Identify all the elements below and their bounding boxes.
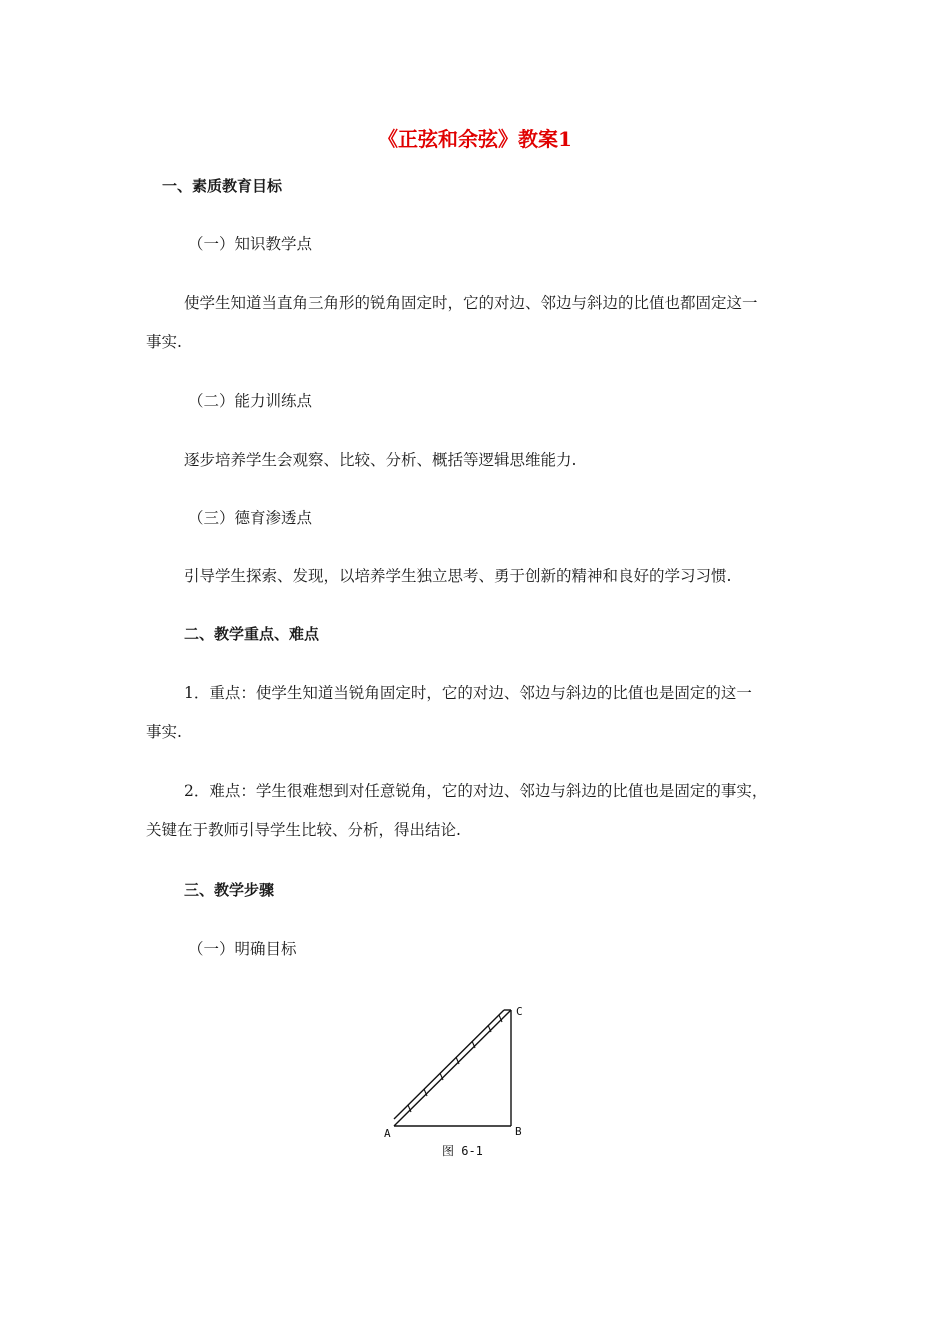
paragraph-knowledge-line2: 事实. — [146, 333, 182, 351]
section-heading-2: 二、教学重点、难点 — [184, 625, 320, 643]
section-heading-1: 一、素质教育目标 — [162, 177, 283, 195]
paragraph-keypoint-line1: 1．重点：使学生知道当锐角固定时，它的对边、邻边与斜边的比值也是固定的这一 — [184, 684, 752, 702]
subheading-goals: （一）明确目标 — [188, 940, 297, 958]
paragraph-moral: 引导学生探索、发现，以培养学生独立思考、勇于创新的精神和良好的学习习惯. — [184, 567, 732, 585]
document-title: 《正弦和余弦》教案1 — [378, 127, 572, 151]
paragraph-ability: 逐步培养学生会观察、比较、分析、概括等逻辑思维能力. — [184, 451, 577, 469]
triangle-shape — [394, 1010, 511, 1126]
paragraph-keypoint-line2: 事实. — [146, 723, 182, 741]
paragraph-difficulty-line2: 关键在于教师引导学生比较、分析，得出结论. — [146, 821, 461, 839]
subheading-ability: （二）能力训练点 — [188, 392, 313, 410]
vertex-label-c: C — [516, 1005, 523, 1018]
triangle-figure — [380, 1000, 540, 1165]
side-ac — [394, 1010, 511, 1126]
paragraph-text: 使学生知道当直角三角形的锐角固定时，它的对边、邻边与斜边的比值也都固定这一 — [184, 294, 758, 312]
vertex-label-b: B — [515, 1125, 522, 1138]
paragraph-difficulty-line1: 2．难点：学生很难想到对任意锐角，它的对边、邻边与斜边的比值也是固定的事实， — [184, 782, 768, 800]
ruler-edge — [394, 1010, 504, 1119]
figure-caption: 图 6-1 — [442, 1144, 483, 1158]
subheading-knowledge: （一）知识教学点 — [188, 235, 313, 253]
section-heading-3: 三、教学步骤 — [184, 881, 275, 899]
vertex-label-a: A — [384, 1127, 391, 1140]
paragraph-knowledge-line1 — [184, 293, 758, 313]
subheading-moral: （三）德育渗透点 — [188, 509, 313, 527]
